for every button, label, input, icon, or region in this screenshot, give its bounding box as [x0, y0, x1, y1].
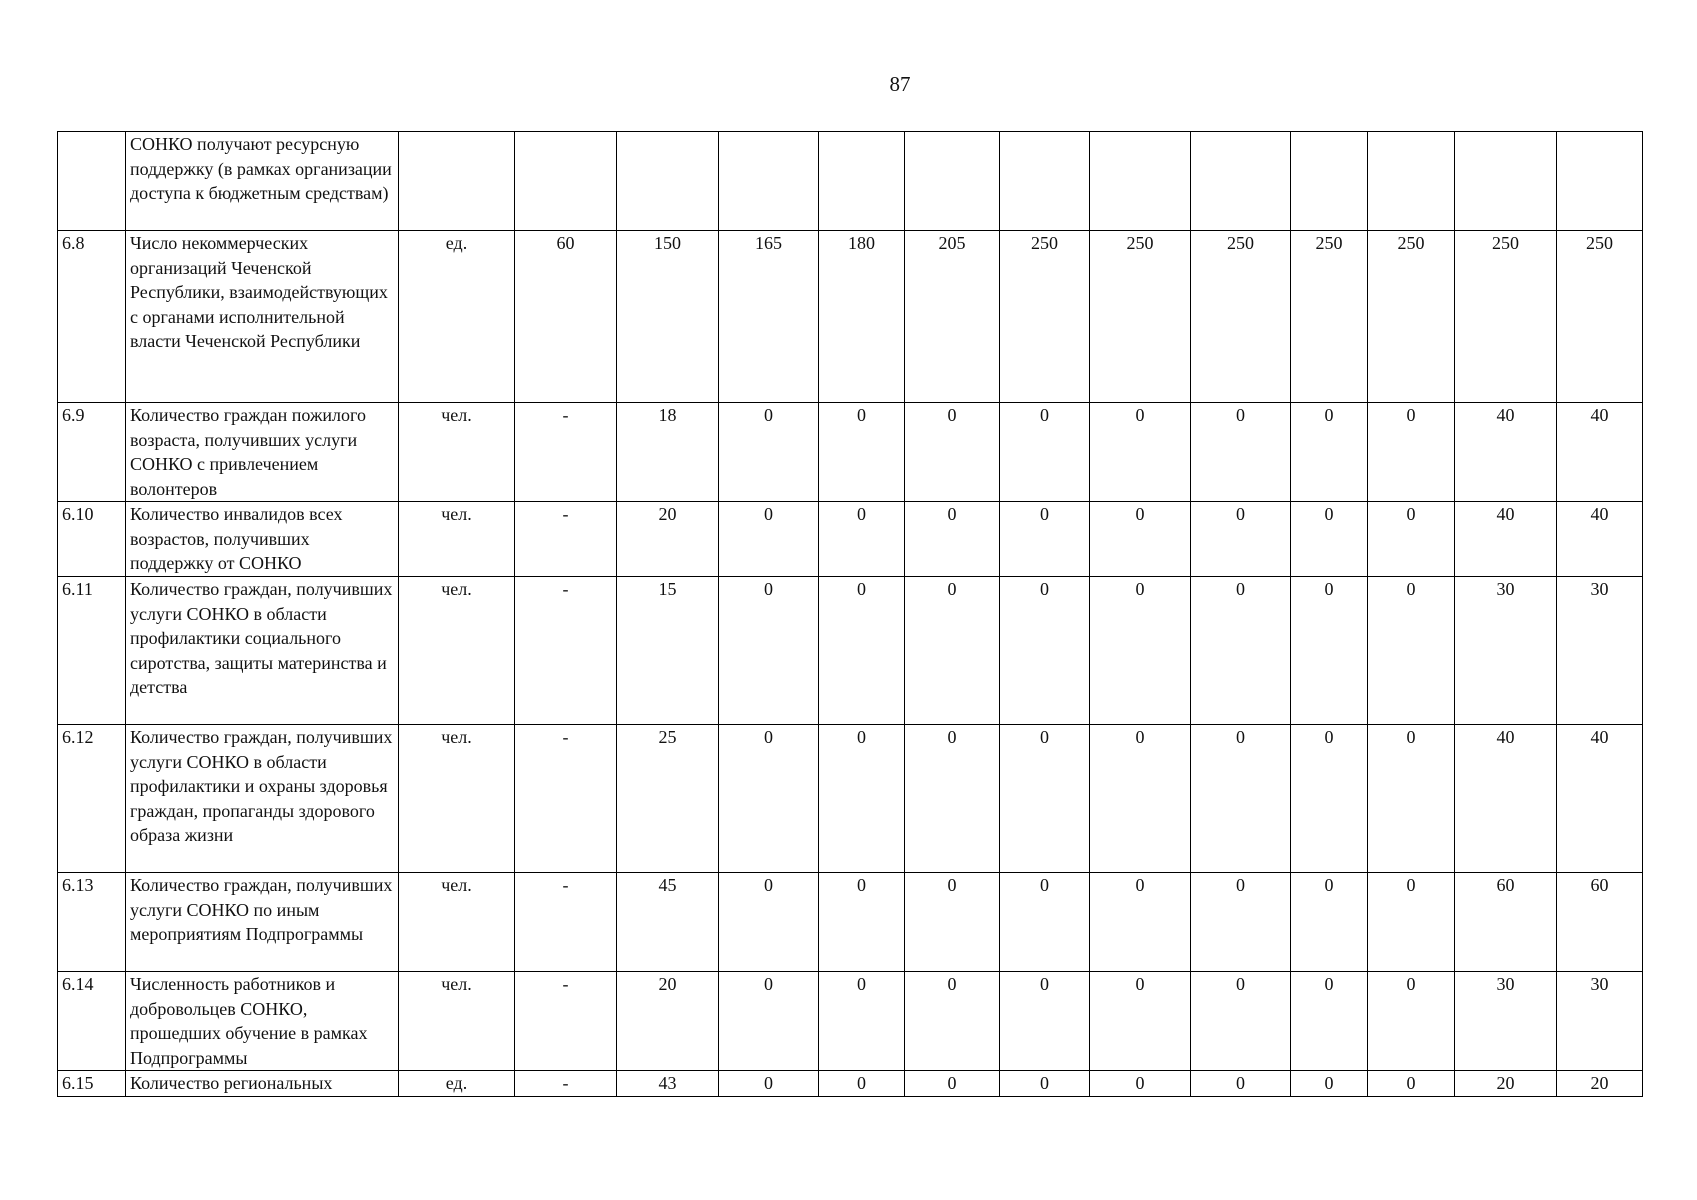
value-cell: 0 [905, 403, 1000, 502]
value-cell: 250 [1557, 231, 1643, 403]
value-cell: 0 [1291, 577, 1368, 725]
value-cell: 30 [1557, 972, 1643, 1071]
indicator-name-cell: Количество граждан, получивших услуги СОНКО в области профилактики социального сиротства, защиты материнства и детства [126, 577, 399, 725]
table-row [58, 1071, 1643, 1097]
value-cell [819, 132, 905, 231]
value-cell: 0 [719, 1071, 819, 1097]
value-cell: 0 [819, 972, 905, 1071]
value-cell: 20 [617, 502, 719, 577]
value-cell: 0 [1291, 1071, 1368, 1097]
value-cell: 0 [1291, 873, 1368, 972]
value-cell: 0 [1368, 972, 1455, 1071]
value-cell: 0 [1368, 873, 1455, 972]
value-cell: 0 [719, 972, 819, 1071]
value-cell: - [515, 403, 617, 502]
value-cell: - [515, 577, 617, 725]
value-cell: 0 [819, 1071, 905, 1097]
value-cell: 0 [819, 403, 905, 502]
value-cell: 30 [1455, 972, 1557, 1071]
indicator-name-cell: Количество граждан, получивших услуги СОНКО в области профилактики и охраны здоровья граждан, пропаганды здорового образа жизни [126, 725, 399, 873]
value-cell: 0 [1090, 577, 1191, 725]
unit-cell: чел. [399, 403, 515, 502]
value-cell: 250 [1291, 231, 1368, 403]
value-cell: 165 [719, 231, 819, 403]
value-cell: 0 [1291, 972, 1368, 1071]
value-cell: 0 [1191, 873, 1291, 972]
value-cell [1557, 132, 1643, 231]
indicator-name-cell: Количество граждан пожилого возраста, получивших услуги СОНКО с привлечением волонтеров [126, 403, 399, 502]
table-row [58, 725, 1643, 873]
value-cell: 0 [905, 873, 1000, 972]
value-cell: 0 [1191, 1071, 1291, 1097]
table-row [58, 577, 1643, 725]
table-row [58, 502, 1643, 577]
value-cell: 0 [1090, 502, 1191, 577]
value-cell: 18 [617, 403, 719, 502]
value-cell: 0 [1368, 502, 1455, 577]
value-cell: 250 [1368, 231, 1455, 403]
value-cell [515, 132, 617, 231]
value-cell: 0 [1000, 1071, 1090, 1097]
value-cell: 0 [719, 873, 819, 972]
value-cell: 0 [1090, 972, 1191, 1071]
unit-cell: ед. [399, 1071, 515, 1097]
indicator-name-cell: Количество инвалидов всех возрастов, получивших поддержку от СОНКО [126, 502, 399, 577]
unit-cell: чел. [399, 972, 515, 1071]
indicator-name-cell: Численность работников и добровольцев СОНКО, прошедших обучение в рамках Подпрограммы [126, 972, 399, 1071]
value-cell: 43 [617, 1071, 719, 1097]
value-cell: 150 [617, 231, 719, 403]
value-cell: 0 [1368, 1071, 1455, 1097]
value-cell: 20 [1557, 1071, 1643, 1097]
value-cell: 0 [1191, 502, 1291, 577]
value-cell: 0 [1291, 502, 1368, 577]
value-cell: 20 [1455, 1071, 1557, 1097]
table-row [58, 403, 1643, 502]
row-number-cell: 6.8 [58, 231, 126, 403]
value-cell: 60 [1557, 873, 1643, 972]
value-cell: 0 [1090, 873, 1191, 972]
row-number-cell: 6.10 [58, 502, 126, 577]
value-cell: 0 [1291, 403, 1368, 502]
value-cell: 40 [1455, 502, 1557, 577]
row-number-cell: 6.15 [58, 1071, 126, 1097]
row-number-cell: 6.12 [58, 725, 126, 873]
value-cell: 0 [819, 502, 905, 577]
value-cell: 20 [617, 972, 719, 1071]
value-cell: - [515, 725, 617, 873]
value-cell: 0 [819, 577, 905, 725]
value-cell: 60 [515, 231, 617, 403]
value-cell: 0 [719, 725, 819, 873]
value-cell: 0 [1368, 403, 1455, 502]
value-cell [1291, 132, 1368, 231]
value-cell: 0 [1000, 502, 1090, 577]
value-cell: - [515, 1071, 617, 1097]
value-cell: 0 [1191, 403, 1291, 502]
value-cell: 0 [719, 502, 819, 577]
value-cell: 250 [1191, 231, 1291, 403]
indicator-name-cell: Количество региональных [126, 1071, 399, 1097]
value-cell: 45 [617, 873, 719, 972]
value-cell: 205 [905, 231, 1000, 403]
value-cell [617, 132, 719, 231]
value-cell: 0 [1000, 972, 1090, 1071]
value-cell: 0 [1000, 403, 1090, 502]
value-cell: 40 [1455, 403, 1557, 502]
value-cell: 0 [1090, 1071, 1191, 1097]
table-row [58, 873, 1643, 972]
indicator-name-cell: Количество граждан, получивших услуги СОНКО по иным мероприятиям Подпрограммы [126, 873, 399, 972]
unit-cell: чел. [399, 873, 515, 972]
unit-cell: чел. [399, 725, 515, 873]
value-cell [1191, 132, 1291, 231]
value-cell: 0 [719, 403, 819, 502]
table-row [58, 972, 1643, 1071]
value-cell: 0 [1191, 577, 1291, 725]
value-cell: 25 [617, 725, 719, 873]
value-cell: 0 [819, 725, 905, 873]
value-cell [1368, 132, 1455, 231]
value-cell: 0 [1000, 725, 1090, 873]
table-row [58, 231, 1643, 403]
value-cell: 0 [819, 873, 905, 972]
indicator-name-cell: Число некоммерческих организаций Чеченской Республики, взаимодействующих с органами исполнительной власти Чеченской Республики [126, 231, 399, 403]
value-cell: 0 [905, 725, 1000, 873]
value-cell: 0 [905, 1071, 1000, 1097]
value-cell: 0 [1291, 725, 1368, 873]
value-cell: 250 [1455, 231, 1557, 403]
value-cell [1455, 132, 1557, 231]
value-cell: 15 [617, 577, 719, 725]
indicators-table [57, 131, 1643, 1097]
value-cell: 40 [1557, 502, 1643, 577]
value-cell: 40 [1557, 403, 1643, 502]
value-cell: - [515, 502, 617, 577]
value-cell: 0 [905, 577, 1000, 725]
row-number-cell: 6.14 [58, 972, 126, 1071]
value-cell [1090, 132, 1191, 231]
value-cell: - [515, 873, 617, 972]
row-number-cell: 6.11 [58, 577, 126, 725]
value-cell: 40 [1557, 725, 1643, 873]
value-cell: - [515, 972, 617, 1071]
value-cell: 30 [1455, 577, 1557, 725]
table-row [58, 132, 1643, 231]
value-cell: 40 [1455, 725, 1557, 873]
value-cell: 0 [905, 502, 1000, 577]
value-cell: 0 [905, 972, 1000, 1071]
row-number-cell: 6.13 [58, 873, 126, 972]
unit-cell: чел. [399, 577, 515, 725]
value-cell: 250 [1090, 231, 1191, 403]
row-number-cell: 6.9 [58, 403, 126, 502]
unit-cell [399, 132, 515, 231]
value-cell: 0 [1000, 873, 1090, 972]
value-cell: 30 [1557, 577, 1643, 725]
value-cell: 0 [1000, 577, 1090, 725]
value-cell: 180 [819, 231, 905, 403]
unit-cell: чел. [399, 502, 515, 577]
value-cell: 0 [1368, 577, 1455, 725]
value-cell [1000, 132, 1090, 231]
value-cell: 0 [1090, 403, 1191, 502]
value-cell: 0 [1368, 725, 1455, 873]
value-cell: 60 [1455, 873, 1557, 972]
indicator-name-cell: СОНКО получают ресурсную поддержку (в рамках организации доступа к бюджетным средствам) [126, 132, 399, 231]
value-cell: 0 [1191, 972, 1291, 1071]
page-number: 87 [889, 72, 911, 96]
value-cell: 0 [1090, 725, 1191, 873]
value-cell: 0 [719, 577, 819, 725]
value-cell: 0 [1191, 725, 1291, 873]
row-number-cell [58, 132, 126, 231]
value-cell: 250 [1000, 231, 1090, 403]
unit-cell: ед. [399, 231, 515, 403]
value-cell [905, 132, 1000, 231]
value-cell [719, 132, 819, 231]
